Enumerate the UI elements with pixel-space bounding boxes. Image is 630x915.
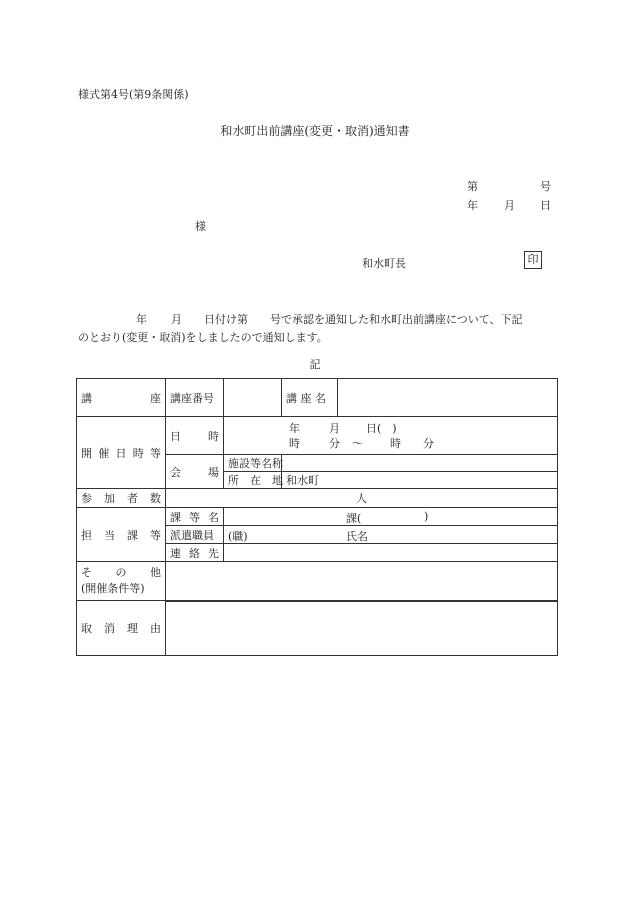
document-title: 和水町出前講座(変更・取消)通知書 [220, 124, 410, 138]
date-line: 年 月 日( ) [289, 421, 397, 435]
staff-label: 派遣職員 [166, 526, 224, 544]
staff-value[interactable]: (職) 氏名 [224, 526, 558, 544]
course-label: 講 座 [77, 379, 166, 417]
cancel-reason-value[interactable] [166, 601, 558, 656]
notification-table [76, 378, 558, 656]
section-value[interactable]: 課( ) [224, 508, 558, 526]
facility-label: 施設等名称 [224, 455, 282, 472]
dept-label: 担当課等 [77, 508, 166, 562]
course-number-value[interactable] [224, 379, 282, 417]
ref-year: 年 [467, 199, 478, 212]
ki-heading: 記 [309, 358, 321, 371]
other-value[interactable] [166, 562, 558, 601]
section-label: 課 等 名 [166, 508, 224, 526]
contact-label: 連 絡 先 [166, 544, 224, 562]
body-year: 年 [136, 313, 147, 326]
addressee-sama: 様 [195, 220, 206, 233]
ref-month: 月 [504, 199, 515, 212]
datetime-label: 日 時 [166, 417, 224, 455]
body-dated-no: 日付け第 [204, 313, 248, 326]
venue-label: 会 場 [166, 455, 224, 489]
time-line: 時 分 ～ 時 分 [289, 436, 434, 450]
seal-stamp: 印 [524, 251, 542, 269]
course-name-label: 講 座 名 [282, 379, 338, 417]
body-text-1: 号で承認を通知した和水町出前講座について、下記 [270, 313, 523, 326]
body-text [78, 311, 556, 347]
body-text-2: のとおり(変更・取消)をしましたので通知します。 [78, 331, 328, 344]
facility-value[interactable] [282, 455, 558, 472]
ref-dai: 第 [467, 180, 478, 193]
participants-label: 参加者数 [77, 489, 166, 508]
issuer-mayor: 和水町長 [362, 257, 406, 270]
datetime-value[interactable] [224, 417, 558, 455]
course-name-value[interactable] [338, 379, 558, 417]
course-number-label: 講座番号 [166, 379, 224, 417]
location-value[interactable]: 和水町 [282, 472, 558, 489]
form-number: 様式第4号(第9条関係) [78, 88, 189, 101]
ref-day: 日 [540, 199, 551, 212]
ref-go: 号 [540, 180, 551, 193]
cancel-reason-label: 取消理由 [77, 601, 166, 656]
other-label: そ の 他 (開催条件等) [77, 562, 166, 601]
schedule-label: 開催日時等 [77, 417, 166, 489]
participants-unit[interactable]: 人 [166, 489, 558, 508]
body-month: 月 [171, 313, 182, 326]
location-label: 所 在 地 [224, 472, 282, 489]
contact-value[interactable] [224, 544, 558, 562]
